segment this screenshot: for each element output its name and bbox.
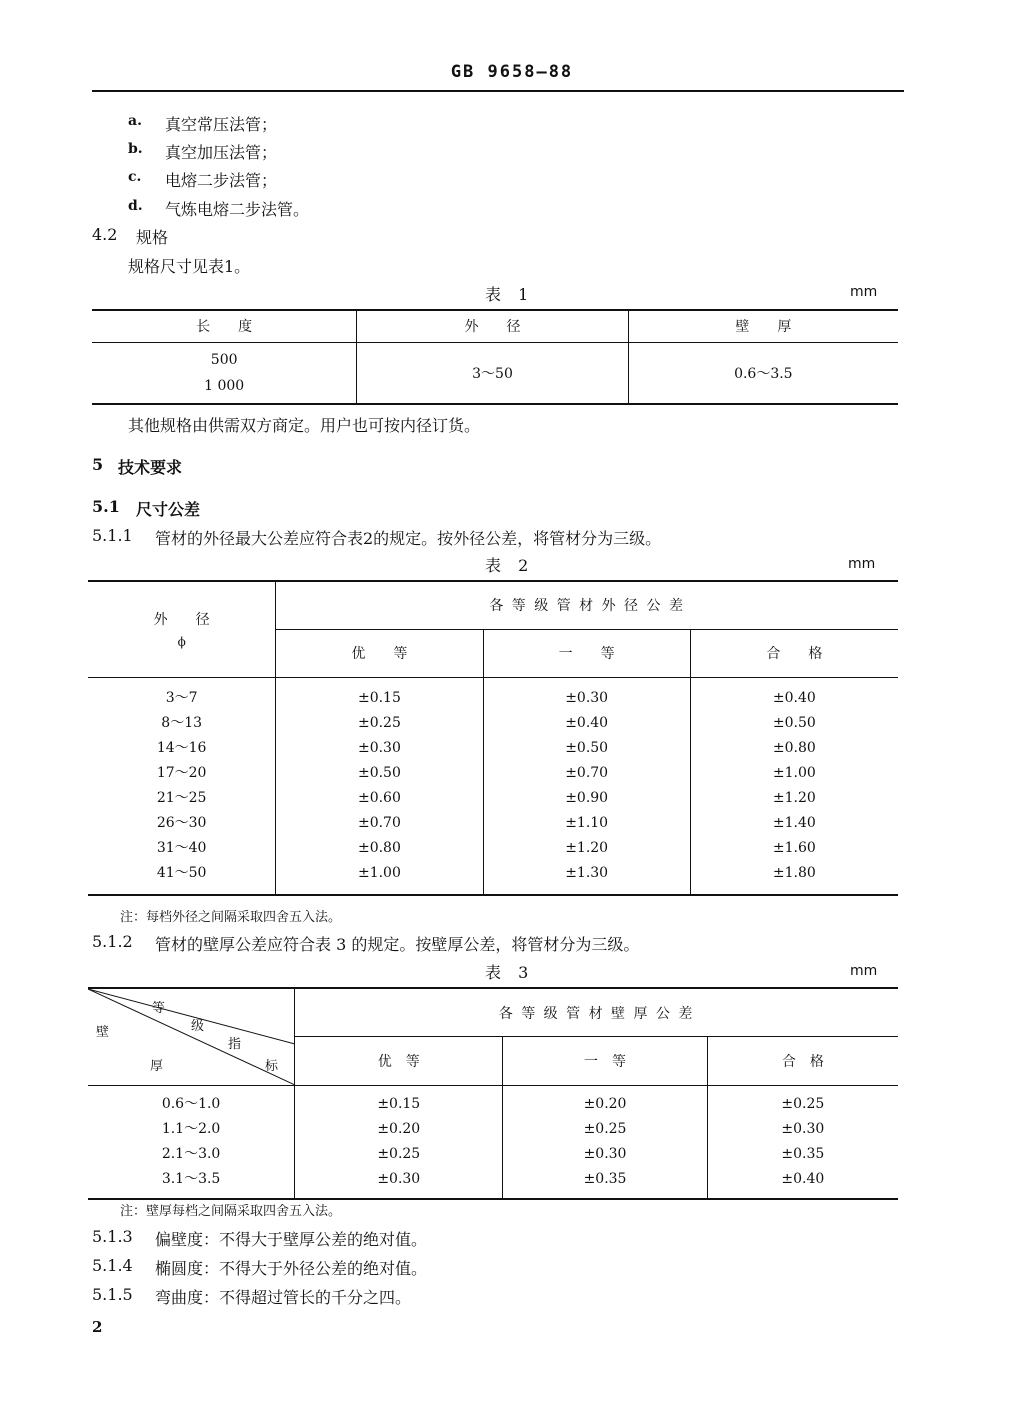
- table1-caption: 表 1: [485, 285, 535, 304]
- table-cell: ±0.80: [772, 739, 816, 756]
- table-cell: ±1.10: [565, 814, 609, 831]
- table1-lengths: [92, 342, 357, 404]
- sec-5-title: 技术要求: [118, 458, 183, 477]
- table-cell: ±0.60: [357, 789, 401, 806]
- table-cell: 31～40: [156, 839, 207, 856]
- table-cell: ±0.50: [772, 714, 816, 731]
- table3-first-column: [503, 1086, 707, 1200]
- table-cell: ±1.20: [772, 789, 816, 806]
- table3: [88, 987, 898, 1200]
- table3-diagonal-header: [88, 988, 295, 1086]
- table2-group-header: 各 等 级 管 材 外 径 公 差: [276, 581, 898, 629]
- list-text-b: 真空加压法管；: [165, 143, 278, 162]
- table1-unit: mm: [850, 284, 878, 300]
- table2-caption: 表 2: [485, 556, 535, 575]
- table-cell: ±1.30: [565, 864, 609, 881]
- table-cell: 1.1～2.0: [161, 1121, 221, 1137]
- sec-5-1-3-number: 5.1.3: [92, 1227, 133, 1246]
- table-cell: ±0.80: [357, 839, 401, 856]
- sec-5-1-3-text: 偏壁度：不得大于壁厚公差的绝对值。: [155, 1230, 428, 1249]
- list-text-d: 气炼电熔二步法管。: [165, 200, 310, 219]
- table3-grade-excellent: 优 等: [295, 1037, 503, 1086]
- diag-label-zhi: 指: [228, 1037, 242, 1052]
- table-cell: ±0.50: [357, 764, 401, 781]
- table3-caption: 表 3: [485, 963, 535, 982]
- table1: [92, 309, 898, 405]
- table-cell: 8～13: [161, 714, 203, 731]
- table2-grade-first: 一 等: [483, 629, 690, 677]
- table2-unit: mm: [848, 556, 876, 572]
- table2-first-column: [483, 677, 690, 895]
- diag-label-biao: 标: [265, 1059, 279, 1074]
- table-cell: 2.1～3.0: [161, 1146, 221, 1162]
- table-cell: ±0.25: [781, 1096, 825, 1112]
- sec-5-number: 5: [92, 455, 104, 474]
- table-cell: 3～7: [165, 689, 198, 706]
- table3-grade-first: 一 等: [503, 1037, 707, 1086]
- after-table1-text: 其他规格由供需双方商定。用户也可按内径订货。: [128, 416, 481, 435]
- table-cell: ±1.20: [565, 839, 609, 856]
- table-cell: ±1.80: [772, 864, 816, 881]
- document-header: GB 9658—88: [450, 62, 574, 82]
- sec-5-1-5-text: 弯曲度：不得超过管长的千分之四。: [155, 1288, 412, 1307]
- sec-5-1-4-text: 椭圆度：不得大于外径公差的绝对值。: [155, 1259, 428, 1278]
- table3-diagonal-lines: [88, 989, 295, 1085]
- table-cell: ±0.35: [583, 1171, 627, 1187]
- table2-od-column: [88, 677, 276, 895]
- table-cell: 17～20: [156, 764, 207, 781]
- table-cell: ±0.40: [565, 714, 609, 731]
- table-cell: ±0.35: [781, 1146, 825, 1162]
- table-cell: ±0.30: [357, 739, 401, 756]
- list-label-a: a.: [128, 113, 142, 129]
- table3-qualified-column: [707, 1086, 898, 1200]
- diag-label-ji: 级: [191, 1019, 205, 1034]
- diag-label-hou: 厚: [150, 1059, 164, 1074]
- list-text-a: 真空常压法管；: [165, 115, 278, 134]
- table-cell: ±0.20: [377, 1121, 421, 1137]
- diag-label-bi: 壁: [96, 1025, 110, 1040]
- table-cell: ±0.70: [357, 814, 401, 831]
- sec-5-1-2-text: 管材的壁厚公差应符合表 3 的规定。按壁厚公差，将管材分为三级。: [155, 935, 640, 954]
- list-label-b: b.: [128, 141, 143, 157]
- sec-4-2-title: 规格: [136, 228, 169, 247]
- table3-unit: mm: [850, 963, 878, 979]
- table-cell: ±1.40: [772, 814, 816, 831]
- header-rule: [92, 90, 904, 92]
- table-cell: ±0.25: [583, 1121, 627, 1137]
- table2: [88, 580, 898, 896]
- table1-od: 3～50: [357, 342, 628, 404]
- table-cell: ±0.90: [565, 789, 609, 806]
- table1-length-1000: 1 000: [204, 377, 245, 394]
- table3-group-header: 各 等 级 管 材 壁 厚 公 差: [295, 988, 898, 1037]
- table2-col0-symbol: ϕ: [177, 635, 186, 650]
- sec-4-2-body: 规格尺寸见表1。: [128, 257, 251, 276]
- table-cell: 26～30: [156, 814, 207, 831]
- table-cell: 21～25: [156, 789, 207, 806]
- sec-5-1-number: 5.1: [92, 497, 120, 516]
- sec-5-1-1-number: 5.1.1: [92, 526, 133, 545]
- table2-note: 注：每档外径之间隔采取四舍五入法。: [120, 910, 342, 925]
- table2-col0-header: [88, 581, 276, 677]
- table-cell: ±0.40: [781, 1171, 825, 1187]
- list-label-c: c.: [128, 169, 142, 185]
- table-cell: ±0.70: [565, 764, 609, 781]
- table1-header-wall: 壁 厚: [735, 319, 792, 336]
- sec-5-1-title: 尺寸公差: [136, 500, 201, 519]
- table3-grade-qualified: 合 格: [781, 1054, 824, 1071]
- table-cell: 3.1～3.5: [161, 1171, 221, 1187]
- table-cell: ±0.30: [377, 1171, 421, 1187]
- table-cell: ±1.60: [772, 839, 816, 856]
- table2-qualified-column: [690, 677, 898, 895]
- table2-excellent-column: [276, 677, 483, 895]
- sec-5-1-1-text: 管材的外径最大公差应符合表2的规定。按外径公差，将管材分为三级。: [155, 529, 662, 548]
- table-cell: ±0.30: [781, 1121, 825, 1137]
- table-cell: ±1.00: [772, 764, 816, 781]
- sec-4-2-number: 4.2: [92, 225, 118, 244]
- table-cell: ±0.50: [565, 739, 609, 756]
- list-label-d: d.: [128, 198, 143, 214]
- table-cell: ±0.20: [583, 1096, 627, 1112]
- sec-5-1-5-number: 5.1.5: [92, 1285, 133, 1304]
- table-cell: ±0.25: [357, 714, 401, 731]
- table-cell: 14～16: [156, 739, 207, 756]
- table2-grade-qualified: 合 格: [766, 646, 823, 662]
- table-cell: ±0.40: [772, 689, 816, 706]
- sec-5-1-4-number: 5.1.4: [92, 1256, 133, 1275]
- table-cell: ±0.15: [377, 1096, 421, 1112]
- table2-col0-label: 外 径: [153, 612, 210, 629]
- page-number: 2: [92, 1318, 103, 1336]
- table-cell: 41～50: [156, 864, 207, 881]
- table1-header-length: 长 度: [92, 310, 357, 342]
- table-cell: ±0.30: [583, 1146, 627, 1162]
- table2-grade-excellent: 优 等: [276, 629, 483, 677]
- table1-wall: 0.6～3.5: [734, 365, 793, 382]
- table-cell: 0.6～1.0: [161, 1096, 221, 1112]
- table-cell: ±0.25: [377, 1146, 421, 1162]
- table3-wall-column: [88, 1086, 295, 1200]
- list-text-c: 电熔二步法管；: [165, 171, 278, 190]
- table-cell: ±0.30: [565, 689, 609, 706]
- table1-length-500: 500: [210, 351, 238, 368]
- table1-header-od: 外 径: [357, 310, 628, 342]
- sec-5-1-2-number: 5.1.2: [92, 932, 133, 951]
- table3-excellent-column: [295, 1086, 503, 1200]
- diag-label-deng: 等: [152, 1001, 166, 1016]
- table3-note: 注：壁厚每档之间隔采取四舍五入法。: [120, 1204, 342, 1219]
- table-cell: ±1.00: [357, 864, 401, 881]
- table-cell: ±0.15: [357, 689, 401, 706]
